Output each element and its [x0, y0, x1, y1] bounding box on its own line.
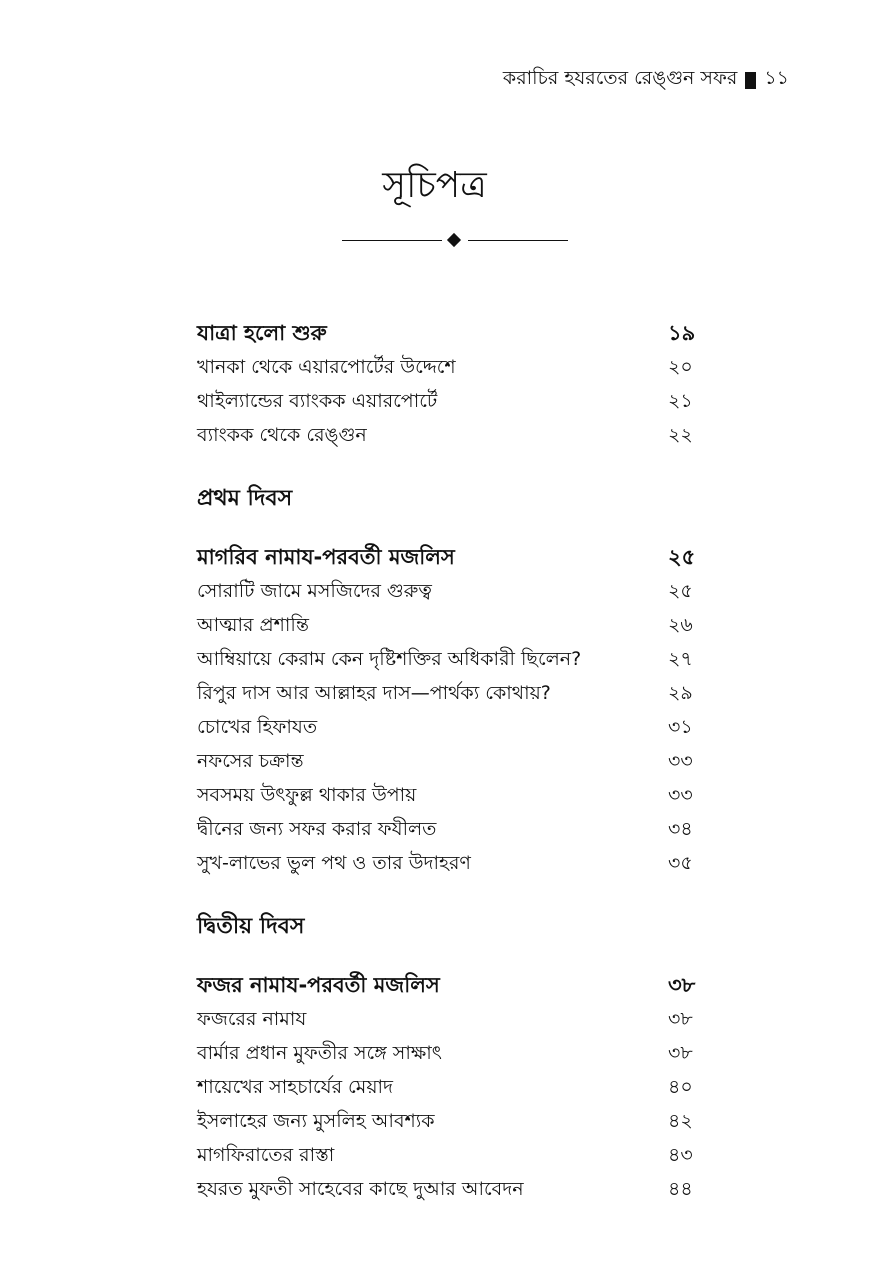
toc-section-heading: প্রথম দিবস — [197, 486, 293, 511]
toc-item[interactable] — [197, 676, 700, 710]
toc-item-title: রিপুর দাস আর আল্লাহর দাস—পার্থক্য কোথায়? — [197, 682, 551, 704]
toc-item[interactable] — [197, 574, 700, 608]
toc-item-title: চোখের হিফাযত — [197, 716, 318, 738]
toc-chapter-page: ৩৮ — [668, 973, 696, 997]
toc-item[interactable] — [197, 418, 700, 452]
page-title: সূচিপত্র — [382, 165, 487, 206]
toc-item[interactable] — [197, 1172, 700, 1206]
toc-item-title: দ্বীনের জন্য সফর করার ফযীলত — [197, 818, 437, 840]
toc-chapter[interactable] — [197, 968, 700, 1002]
ornament-rule-right — [468, 240, 568, 241]
toc-item-page: ২১ — [668, 390, 693, 412]
toc-item-title: সবসময় উৎফুল্ল থাকার উপায় — [197, 784, 417, 806]
toc-section-heading: দ্বিতীয় দিবস — [197, 914, 305, 939]
toc-item-page: ২২ — [668, 424, 693, 446]
toc-item[interactable] — [197, 846, 700, 880]
toc-item[interactable] — [197, 1036, 700, 1070]
toc-item-title: সুখ-লাভের ভুল পথ ও তার উদাহরণ — [197, 852, 471, 874]
toc-item-page: ২৫ — [668, 580, 693, 602]
toc-item[interactable] — [197, 642, 700, 676]
toc-item[interactable] — [197, 384, 700, 418]
toc-item[interactable] — [197, 1138, 700, 1172]
toc-item-page: ৪২ — [668, 1110, 693, 1132]
toc-chapter[interactable] — [197, 540, 700, 574]
toc-item-page: ৪৪ — [668, 1178, 693, 1200]
toc-item-page: ৪০ — [668, 1076, 693, 1098]
running-header — [503, 64, 789, 96]
toc-item-page: ৪৩ — [668, 1144, 693, 1166]
ornament-diamond-icon — [447, 233, 461, 247]
toc-item-page: ২৭ — [668, 648, 693, 670]
toc-group-day2 — [197, 910, 700, 1206]
toc-item-page: ২০ — [668, 356, 693, 378]
toc-item-page: ৩৮ — [668, 1008, 693, 1030]
toc-item[interactable] — [197, 744, 700, 778]
header-block-mark — [745, 72, 756, 89]
toc-item-page: ২৯ — [668, 682, 693, 704]
running-header-page-number: ১১ — [764, 67, 789, 89]
toc-item[interactable] — [197, 1002, 700, 1036]
table-of-contents — [197, 316, 700, 1206]
toc-item-title: নফসের চক্রান্ত — [197, 750, 304, 772]
toc-item-page: ৩৩ — [668, 750, 693, 772]
toc-group-intro — [197, 316, 700, 452]
title-ornament — [342, 234, 568, 248]
toc-item-title: শায়েখের সাহচার্যের মেয়াদ — [197, 1076, 394, 1098]
toc-item-page: ২৬ — [668, 614, 693, 636]
toc-item-title: ইসলাহের জন্য মুসলিহ আবশ্যক — [197, 1110, 435, 1132]
running-header-title: করাচির হযরতের রেঙ্গুন সফর — [502, 67, 738, 89]
toc-item-title: ফজরের নামায — [197, 1008, 307, 1030]
toc-item-page: ৩৮ — [668, 1042, 693, 1064]
toc-item[interactable] — [197, 608, 700, 642]
toc-item-title: হযরত মুফতী সাহেবের কাছে দুআর আবেদন — [197, 1178, 524, 1200]
toc-item-page: ৩১ — [668, 716, 693, 738]
toc-chapter-title: ফজর নামায-পরবর্তী মজলিস — [197, 973, 440, 997]
toc-item-title: আম্বিয়ায়ে কেরাম কেন দৃষ্টিশক্তির অধিকারী ছিলেন? — [197, 648, 582, 670]
ornament-rule-left — [342, 240, 442, 241]
toc-item[interactable] — [197, 1104, 700, 1138]
toc-item-title: মাগফিরাতের রাস্তা — [197, 1144, 335, 1166]
toc-item-title: আত্মার প্রশান্তি — [197, 614, 309, 636]
toc-item-page: ৩৪ — [668, 818, 693, 840]
toc-item-page: ৩৫ — [668, 852, 693, 874]
toc-chapter-page: ২৫ — [668, 545, 696, 569]
toc-item-title: ব্যাংকক থেকে রেঙ্গুন — [197, 424, 367, 446]
toc-item[interactable] — [197, 350, 700, 384]
toc-item[interactable] — [197, 1070, 700, 1104]
toc-item-page: ৩৩ — [668, 784, 693, 806]
toc-item-title: খানকা থেকে এয়ারপোর্টের উদ্দেশে — [197, 356, 456, 378]
toc-group-day1 — [197, 482, 700, 880]
toc-item-title: সোরাটি জামে মসজিদের গুরুত্ব — [197, 580, 432, 602]
toc-chapter-page: ১৯ — [668, 321, 696, 345]
toc-item-title: থাইল্যান্ডের ব্যাংকক এয়ারপোর্টে — [197, 390, 438, 412]
toc-chapter-title: মাগরিব নামায-পরবর্তী মজলিস — [197, 545, 455, 569]
toc-item[interactable] — [197, 778, 700, 812]
toc-item-title: বার্মার প্রধান মুফতীর সঙ্গে সাক্ষাৎ — [197, 1042, 442, 1064]
toc-chapter-title: যাত্রা হলো শুরু — [197, 321, 327, 345]
toc-item[interactable] — [197, 710, 700, 744]
toc-item[interactable] — [197, 812, 700, 846]
toc-chapter[interactable] — [197, 316, 700, 350]
